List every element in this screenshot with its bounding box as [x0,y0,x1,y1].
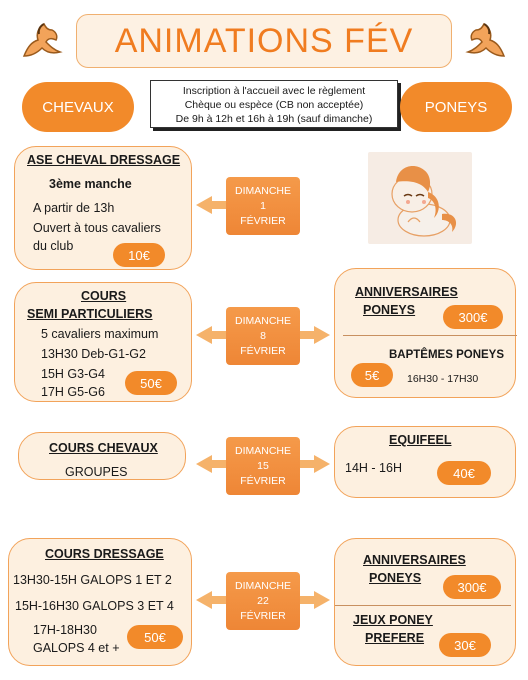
card-title: ASE CHEVAL DRESSAGE [27,153,181,167]
date-badge [226,437,300,495]
card-equifeel [334,426,516,498]
card-title: PONEYS [369,571,422,585]
date-number: 15 [257,459,269,472]
date-month: FÉVRIER [240,609,286,622]
card-cours-dressage [8,538,192,666]
right-arrow-icon [300,591,330,609]
card-line: 13H30 Deb-G1-G2 [41,347,146,361]
card-title: EQUIFEEL [389,433,452,447]
card-title: PONEYS [363,303,416,317]
card-line: 5 cavaliers maximum [41,327,159,341]
card-line: 13H30-15H GALOPS 1 ET 2 [13,573,172,587]
card-line: 15H G3-G4 [41,367,105,381]
card-divider [335,605,511,606]
card-title: BAPTÊMES PONEYS [389,349,505,361]
card-line: 17H-18H30 [33,623,97,637]
date-day-label: DIMANCHE [234,314,291,327]
date-month: FÉVRIER [240,344,286,357]
info-line: Inscription à l'accueil avec le règlement [182,85,366,97]
right-arrow-icon [300,455,330,473]
card-line: du club [33,239,74,253]
card-time: 14H - 16H [345,461,402,475]
card-title: SEMI PARTICULIERS [27,307,153,321]
card-line: 15H-16H30 GALOPS 3 ET 4 [15,599,174,613]
card-title: ANNIVERSAIRES [355,285,458,299]
card-divider [343,335,517,336]
date-day-label: DIMANCHE [234,579,291,592]
info-line: De 9h à 12h et 16h à 19h (sauf dimanche) [175,113,373,125]
info-line: Chèque ou espèce (CB non acceptée) [184,99,364,111]
date-number: 22 [257,594,269,607]
card-title: COURS [81,289,127,303]
card-anniversaires-baptemes [334,268,516,398]
card-line: A partir de 13h [33,201,115,215]
card-title: COURS CHEVAUX [49,441,158,455]
card-subtitle: 3ème manche [49,177,132,191]
chevaux-pill: CHEVAUX [22,82,134,132]
right-arrow-icon [300,326,330,344]
price-badge: 40€ [437,461,491,485]
left-arrow-icon [196,196,226,214]
card-title: ANNIVERSAIRES [363,553,466,567]
poneys-pill: PONEYS [400,82,512,132]
price-badge: 50€ [127,625,183,649]
card-time: 16H30 - 17H30 [407,373,479,385]
card-anniversaires-jeux [334,538,516,666]
price-badge: 50€ [125,371,177,395]
card-cours-chevaux [18,432,186,480]
card-ase-cheval-dressage [14,146,192,270]
date-number: 1 [260,199,266,212]
card-line: Ouvert à tous cavaliers [33,221,161,235]
date-badge [226,307,300,365]
left-arrow-icon [196,591,226,609]
date-month: FÉVRIER [240,214,286,227]
date-number: 8 [260,329,266,342]
left-arrow-icon [196,326,226,344]
price-badge: 300€ [443,305,503,329]
date-badge [226,177,300,235]
price-badge: 5€ [351,363,393,387]
card-title: PREFERE [365,631,425,645]
card-title: JEUX PONEY [353,613,433,627]
date-day-label: DIMANCHE [234,444,291,457]
price-badge: 10€ [113,243,165,267]
price-badge: 300€ [443,575,501,599]
date-badge [226,572,300,630]
pony-illustration [368,152,472,244]
card-line: GALOPS 4 et + [33,641,120,655]
card-line: 17H G5-G6 [41,385,105,399]
date-day-label: DIMANCHE [234,184,291,197]
date-month: FÉVRIER [240,474,286,487]
card-subtitle: GROUPES [65,465,128,479]
card-cours-semi-particuliers [14,282,192,402]
price-badge: 30€ [439,633,491,657]
left-arrow-icon [196,455,226,473]
page-title: ANIMATIONS FÉV [114,21,414,60]
card-title: COURS DRESSAGE [45,547,164,561]
